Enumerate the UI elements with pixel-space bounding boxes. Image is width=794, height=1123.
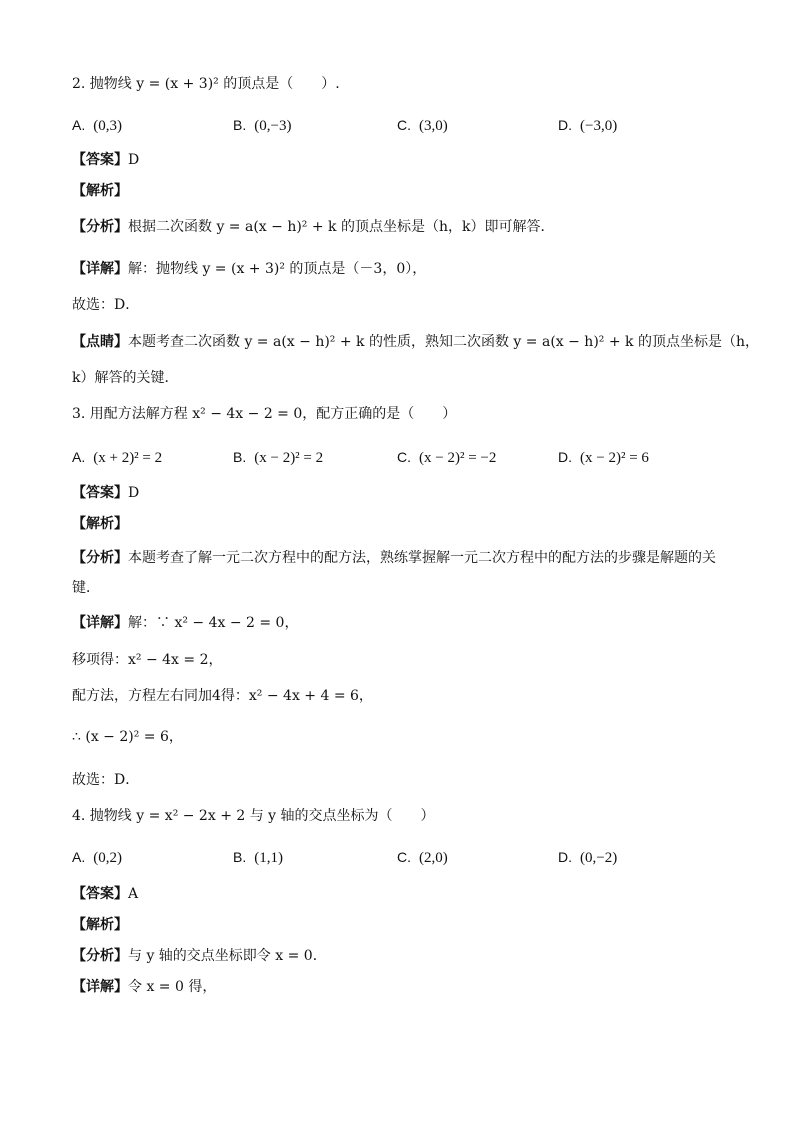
q3-guxuan: 故选：D． <box>72 772 140 788</box>
q3-fenxi-line2: 键． <box>72 580 100 596</box>
q4-jiexi-heading: 【解析】 <box>72 917 128 933</box>
xiangjie-tag: 【详解】 <box>72 261 128 277</box>
q2-jiexi-heading: 【解析】 <box>72 183 128 199</box>
q3-xiangjie <box>72 613 298 633</box>
option-letter: C. <box>397 117 411 133</box>
option-letter: B. <box>233 849 247 865</box>
answer-value: A <box>128 886 139 902</box>
xiangjie-tag: 【详解】 <box>72 615 128 631</box>
answer-tag: 【答案】 <box>72 886 128 902</box>
fenxi-text: 本题考查了解一元二次方程中的配方法，熟练掌握解一元二次方程中的配方法的步骤是解题的关 <box>128 550 716 566</box>
option-letter: A. <box>72 117 86 133</box>
option-value: (3,0) <box>419 118 448 134</box>
q2-answer <box>72 150 139 170</box>
option-value: (x − 2)² = 6 <box>580 450 649 466</box>
q3-option-b <box>233 447 323 468</box>
xiangjie-text: 解：∵ x² − 4x − 2 = 0， <box>128 615 299 631</box>
fenxi-tag: 【分析】 <box>72 550 128 566</box>
answer-value: D <box>128 152 140 168</box>
q4-option-c <box>397 847 448 868</box>
q3-answer <box>72 483 139 503</box>
q3-option-d <box>558 447 649 468</box>
option-letter: D. <box>558 117 572 133</box>
fenxi-text: 根据二次函数 y = a(x − h)² + k 的顶点坐标是（h，k）即可解答． <box>128 219 555 235</box>
q3-peifang: 配方法，方程左右同加4得：x² − 4x + 4 = 6， <box>72 688 373 704</box>
option-value: (x − 2)² = 2 <box>254 450 324 466</box>
q4-option-d <box>558 847 617 868</box>
fenxi-tag: 【分析】 <box>72 219 128 235</box>
option-value: (0,−2) <box>580 850 618 866</box>
answer-tag: 【答案】 <box>72 152 128 168</box>
option-letter: D. <box>558 849 572 865</box>
q2-option-c <box>397 115 448 136</box>
q4-option-b <box>233 847 283 868</box>
option-letter: C. <box>397 849 411 865</box>
q4-xiangjie <box>72 977 216 997</box>
xiangjie-text: 令 x = 0 得， <box>128 979 217 995</box>
dianjing-text: 本题考查二次函数 y = a(x − h)² + k 的性质，熟知二次函数 y = a(x − h)² + k 的顶点坐标是（h， <box>128 334 759 350</box>
option-letter: A. <box>72 449 86 465</box>
q2-guxuan: 故选：D． <box>72 297 140 313</box>
q3-yixiang: 移项得：x² − 4x = 2， <box>72 652 223 668</box>
option-value: (0,2) <box>93 850 122 866</box>
option-value: (2,0) <box>419 850 448 866</box>
q3-stem: 3. 用配方法解方程 x² − 4x − 2 = 0，配方正确的是（ ） <box>72 406 457 422</box>
q2-option-d <box>558 115 617 136</box>
fenxi-text: 与 y 轴的交点坐标即令 x = 0． <box>128 948 327 964</box>
option-value: (−3,0) <box>580 118 618 134</box>
q3-jiexi-heading: 【解析】 <box>72 516 128 532</box>
q2-option-a <box>72 115 122 136</box>
option-value: (0,−3) <box>254 118 292 134</box>
q3-option-a <box>72 447 162 468</box>
xiangjie-text: 解：抛物线 y = (x + 3)² 的顶点是（－3，0）， <box>128 261 427 277</box>
option-value: (1,1) <box>254 850 283 866</box>
answer-tag: 【答案】 <box>72 485 128 501</box>
q4-option-a <box>72 847 122 868</box>
xiangjie-tag: 【详解】 <box>72 979 128 995</box>
option-value: (x − 2)² = −2 <box>419 450 497 466</box>
q3-fenxi-line1 <box>72 548 716 568</box>
q4-fenxi <box>72 946 327 966</box>
q2-xiangjie <box>72 259 426 279</box>
option-letter: B. <box>233 449 247 465</box>
q2-fenxi <box>72 217 554 237</box>
q3-option-c <box>397 447 496 468</box>
q4-stem: 4. 抛物线 y = x² − 2x + 2 与 y 轴的交点坐标为（ ） <box>72 808 435 824</box>
q2-stem: 2. 抛物线 y = (x + 3)² 的顶点是（ ）. <box>72 76 340 92</box>
answer-value: D <box>128 485 140 501</box>
fenxi-tag: 【分析】 <box>72 948 128 964</box>
option-letter: D. <box>558 449 572 465</box>
q4-answer <box>72 884 138 904</box>
option-letter: C. <box>397 449 411 465</box>
q2-option-b <box>233 115 291 136</box>
dianjing-tag: 【点睛】 <box>72 334 128 350</box>
option-value: (x + 2)² = 2 <box>93 450 163 466</box>
option-letter: A. <box>72 849 86 865</box>
option-value: (0,3) <box>93 118 122 134</box>
option-letter: B. <box>233 117 247 133</box>
q3-therefore: ∴ (x − 2)² = 6， <box>72 729 183 745</box>
q2-dianjing-line1 <box>72 332 759 352</box>
q2-dianjing-line2: k）解答的关键． <box>72 370 179 386</box>
